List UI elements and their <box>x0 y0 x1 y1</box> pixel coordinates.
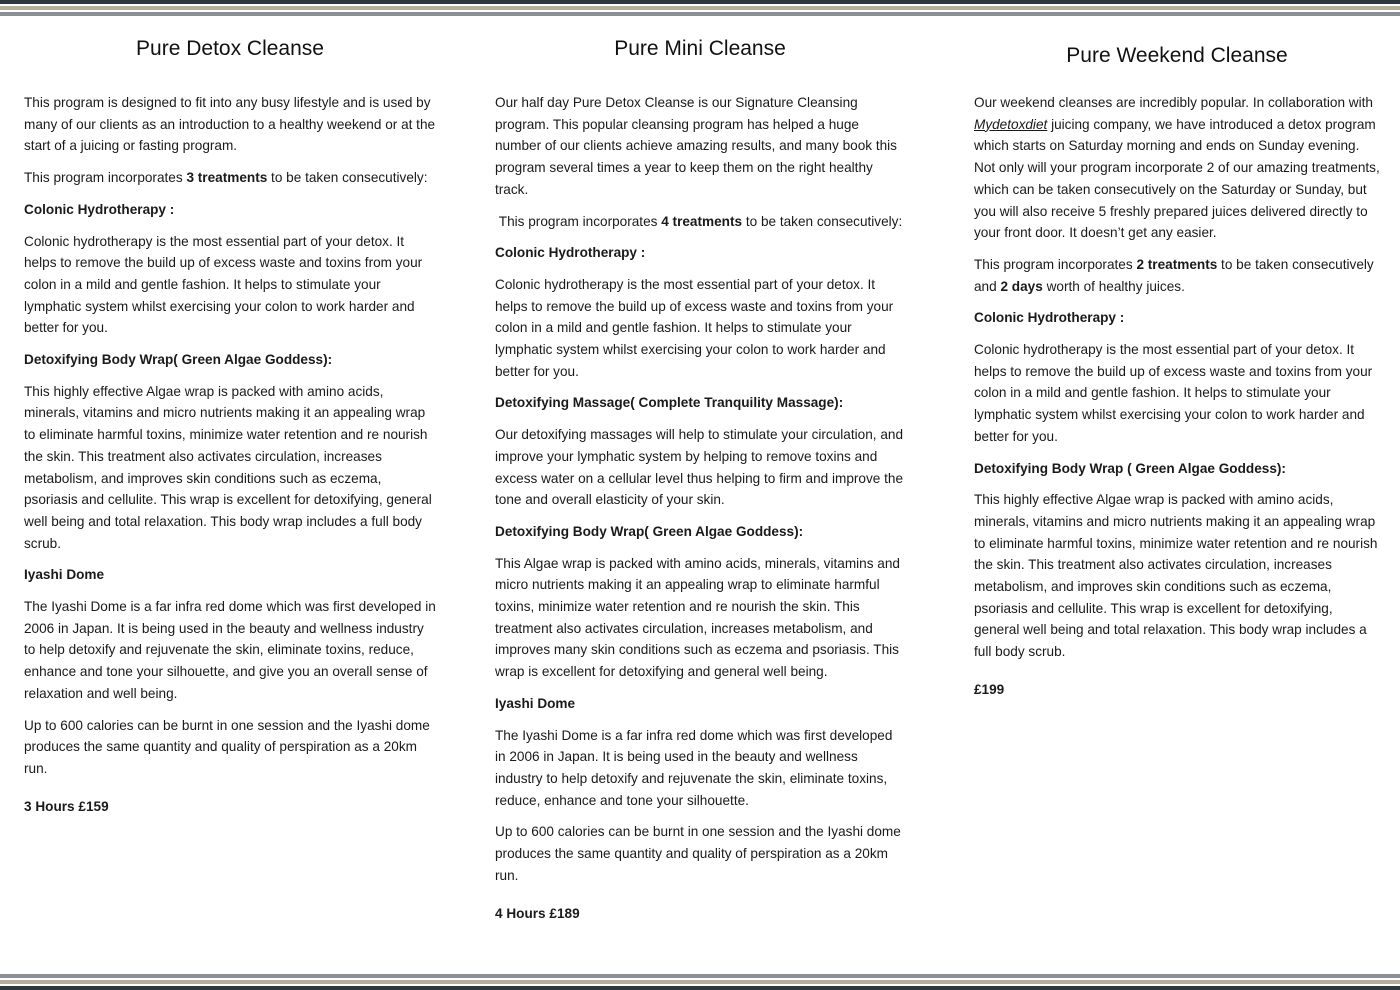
treatments-count: 2 treatments <box>1136 256 1218 272</box>
treatments-count-paragraph <box>24 167 436 189</box>
brand-name: Mydetoxdiet <box>974 116 1048 132</box>
section-text: This highly effective Algae wrap is packed with amino acids, minerals, vitamins and micro nutrients making it an appealing wrap to eliminate harmful toxins, minimize water retention and re nourish the skin. This treatment also activates circulation, increases metabolism, and improves skin conditions such as eczema, psoriasis and cellulite. This wrap is excellent for detoxifying, general well being and total relaxation. This body wrap includes a full body scrub. <box>24 383 432 551</box>
price-label: 3 Hours £159 <box>24 798 109 814</box>
column-title: Pure Mini Cleanse <box>614 37 786 60</box>
section-text: The Iyashi Dome is a far infra red dome which was first developed in 2006 in Japan. It is being used in the beauty and wellness industry to help detoxify and rejuvenate the skin, eliminate toxins, reduce, enhance and tone your silhouette, and give you an overall sense of relaxation and well being. <box>24 599 436 701</box>
column-pure-mini-cleanse <box>495 30 905 934</box>
text-span: This program incorporates <box>495 213 662 229</box>
text-span: This program incorporates <box>24 170 187 186</box>
section-heading: Detoxifying Body Wrap( Green Algae Goddess): <box>24 352 333 368</box>
intro-paragraph: This program is designed to fit into any busy lifestyle and is used by many of our clients as an introduction to a healthy weekend or at the start of a juicing or fasting program. <box>24 95 436 154</box>
text-span: Our weekend cleanses are incredibly popular. In collaboration with <box>974 95 1373 110</box>
price-label: £199 <box>974 681 1005 697</box>
treatments-count-paragraph <box>974 254 1380 297</box>
text-span: to be taken consecutively and <box>974 256 1374 294</box>
text-span: This program incorporates <box>974 256 1137 272</box>
price-label: 4 Hours £189 <box>495 905 580 921</box>
section-heading: Detoxifying Body Wrap( Green Algae Goddess): <box>495 523 804 539</box>
column-pure-weekend-cleanse <box>974 30 1380 711</box>
closing-paragraph: Up to 600 calories can be burnt in one session and the Iyashi dome produces the same quantity and quality of perspiration as a 20km run. <box>24 717 430 776</box>
column-title: Pure Weekend Cleanse <box>1066 44 1288 67</box>
treatments-count: 3 treatments <box>186 170 268 186</box>
closing-paragraph: Up to 600 calories can be burnt in one session and the Iyashi dome produces the same quantity and quality of perspiration as a 20km run. <box>495 824 901 883</box>
text-span: to be taken consecutively: <box>742 213 903 229</box>
bottom-border-stripes <box>0 974 1400 990</box>
section-text: Our detoxifying massages will help to stimulate your circulation, and improve your lymphatic system by helping to remove toxins and excess water on a cellular level thus helping to firm and improve the tone and overall elasticity of your skin. <box>495 427 904 508</box>
section-heading: Colonic Hydrotherapy : <box>495 245 646 261</box>
section-text: The Iyashi Dome is a far infra red dome which was first developed in 2006 in Japan. It is being used in the beauty and wellness industry to help detoxify and rejuvenate the skin, eliminate toxins, reduce, enhance and tone your silhouette. <box>495 727 893 808</box>
section-heading: Detoxifying Body Wrap ( Green Algae Goddess): <box>974 460 1286 476</box>
section-text: This highly effective Algae wrap is packed with amino acids, minerals, vitamins and micro nutrients making it an appealing wrap to eliminate harmful toxins, minimize water retention and re nourish the skin. This treatment also activates circulation, increases metabolism, and improves skin conditions such as eczema, psoriasis and cellulite. This wrap is excellent for detoxifying, general well being and total relaxation. This body wrap includes a full body scrub. <box>974 492 1378 660</box>
days-count: 2 days <box>1000 278 1043 294</box>
section-text: Colonic hydrotherapy is the most essential part of your detox. It helps to remove the build up of excess waste and toxins from your colon in a mild and gentle fashion. It helps to stimulate your lymphatic system whilst exercising your colon to work harder and better for you. <box>495 276 894 379</box>
section-heading: Colonic Hydrotherapy : <box>24 201 175 217</box>
text-span: to be taken consecutively: <box>267 170 428 186</box>
treatments-count-paragraph <box>495 211 905 233</box>
intro-paragraph: Our half day Pure Detox Cleanse is our Signature Cleansing program. This popular cleansing program has helped a huge number of our clients achieve amazing results, and many book this program several times a year to keep them on the right healthy track. <box>495 95 897 197</box>
section-heading: Colonic Hydrotherapy : <box>974 310 1125 326</box>
text-span: juicing company, we have introduced a detox program which starts on Saturday morning and ends on Sunday evening. Not only will your program incorporate 2 of our amazing treatments, which can be taken consecutively on the Saturday or Sunday, but you will also receive 5 freshly prepared juices delivered directly to your front door. It doesn’t get any easier. <box>974 116 1380 241</box>
section-text: Colonic hydrotherapy is the most essential part of your detox. It helps to remove the build up of excess waste and toxins from your colon in a mild and gentle fashion. It helps to stimulate your lymphatic system whilst exercising your colon to work harder and better for you. <box>24 233 423 336</box>
section-heading: Iyashi Dome <box>24 567 105 583</box>
intro-paragraph <box>974 92 1380 244</box>
treatments-count: 4 treatments <box>661 213 743 229</box>
top-border-stripes <box>0 0 1400 16</box>
column-title: Pure Detox Cleanse <box>136 37 324 60</box>
section-heading: Detoxifying Massage( Complete Tranquility Massage): <box>495 395 844 411</box>
section-heading: Iyashi Dome <box>495 695 576 711</box>
section-text: This Algae wrap is packed with amino acids, minerals, vitamins and micro nutrients making it an appealing wrap to eliminate harmful toxins, minimize water retention and re nourish the skin. This treatment also activates circulation, increases metabolism, and improves many skin conditions such as eczema and psoriasis. This wrap is excellent for detoxifying and general well being. <box>495 555 900 680</box>
column-pure-detox-cleanse <box>24 30 436 827</box>
section-text: Colonic hydrotherapy is the most essential part of your detox. It helps to remove the build up of excess waste and toxins from your colon in a mild and gentle fashion. It helps to stimulate your lymphatic system whilst exercising your colon to work harder and better for you. <box>974 342 1373 444</box>
text-span: worth of healthy juices. <box>1042 278 1185 294</box>
